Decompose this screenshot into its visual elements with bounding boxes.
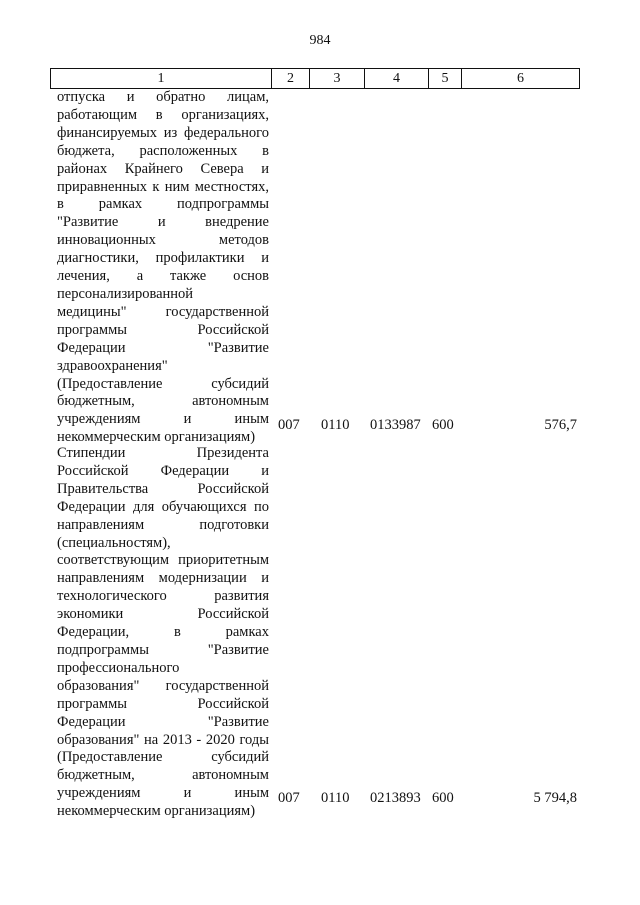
description-line: направлениям подготовки — [57, 516, 269, 533]
description-line: образования" государственной — [57, 677, 269, 694]
row-col-4: 0213893 — [370, 790, 421, 806]
description-line: Федерации для обучающихся по — [57, 498, 269, 515]
header-col-5: 5 — [429, 69, 462, 88]
description-line: учреждениям и иным — [57, 411, 269, 428]
header-col-4: 4 — [365, 69, 429, 88]
row-description — [57, 445, 269, 821]
description-line: программы Российской — [57, 695, 269, 712]
row-col-4: 0133987 — [370, 417, 421, 433]
description-line: отпуска и обратно лицам, — [57, 89, 269, 105]
description-line: подпрограммы "Развитие — [57, 641, 269, 658]
description-line: персонализированной — [57, 285, 194, 302]
description-line: учреждениям и иным — [57, 785, 269, 802]
table-row — [57, 445, 269, 821]
description-line: здравоохранения" — [57, 357, 168, 374]
description-line: Федерации "Развитие — [57, 713, 269, 730]
header-col-6: 6 — [517, 71, 524, 86]
description-line: бюджетным, автономным — [57, 767, 269, 784]
row-col-2: 007 — [278, 417, 300, 433]
row-description — [57, 89, 269, 447]
description-line: некоммерческим организациям) — [57, 429, 256, 446]
description-line: финансируемых из федерального — [57, 124, 269, 141]
description-line: инновационных методов — [57, 232, 269, 249]
row-col-6: 5 794,8 — [533, 790, 577, 806]
row-col-3: 0110 — [321, 417, 350, 433]
description-line: Федерации, в рамках — [57, 624, 269, 641]
description-line: технологического развития — [57, 588, 269, 605]
description-line: (Предоставление субсидий — [57, 749, 269, 766]
header-col-3: 3 — [310, 69, 365, 88]
description-line: соответствующим приоритетным — [57, 552, 269, 569]
row-col-2: 007 — [278, 790, 300, 806]
description-line: бюджета, расположенных в — [57, 142, 269, 159]
description-line: медицины" государственной — [57, 303, 269, 320]
description-line: (специальностям), — [57, 534, 171, 551]
page-number: 984 — [309, 33, 331, 48]
description-line: в рамках подпрограммы — [57, 196, 269, 213]
description-line: "Развитие и внедрение — [57, 214, 269, 231]
description-line: экономики Российской — [57, 606, 269, 623]
description-line: Федерации "Развитие — [57, 339, 269, 356]
description-line: бюджетным, автономным — [57, 393, 269, 410]
description-line: (Предоставление субсидий — [57, 375, 269, 392]
description-line: Правительства Российской — [57, 480, 269, 497]
header-col-2: 2 — [272, 69, 310, 88]
table-header — [50, 68, 580, 89]
description-line: направлениям модернизации и — [57, 570, 269, 587]
description-line: приравненных к ним местностях, — [57, 178, 269, 195]
description-line: Стипендии Президента — [57, 445, 269, 461]
description-line: программы Российской — [57, 321, 269, 338]
row-col-3: 0110 — [321, 790, 350, 806]
description-line: образования" на 2013 - 2020 годы — [57, 731, 269, 748]
header-col-1: 1 — [51, 69, 272, 88]
description-line: лечения, а также основ — [57, 268, 269, 285]
description-line: районах Крайнего Севера и — [57, 160, 269, 177]
table-row — [57, 89, 269, 447]
row-col-6: 576,7 — [544, 417, 577, 433]
description-line: профессионального — [57, 659, 180, 676]
description-line: работающим в организациях, — [57, 106, 269, 123]
description-line: диагностики, профилактики и — [57, 250, 269, 267]
description-line: Российской Федерации и — [57, 462, 269, 479]
description-line: некоммерческим организациям) — [57, 803, 256, 820]
row-col-5: 600 — [432, 417, 454, 433]
row-col-5: 600 — [432, 790, 454, 806]
